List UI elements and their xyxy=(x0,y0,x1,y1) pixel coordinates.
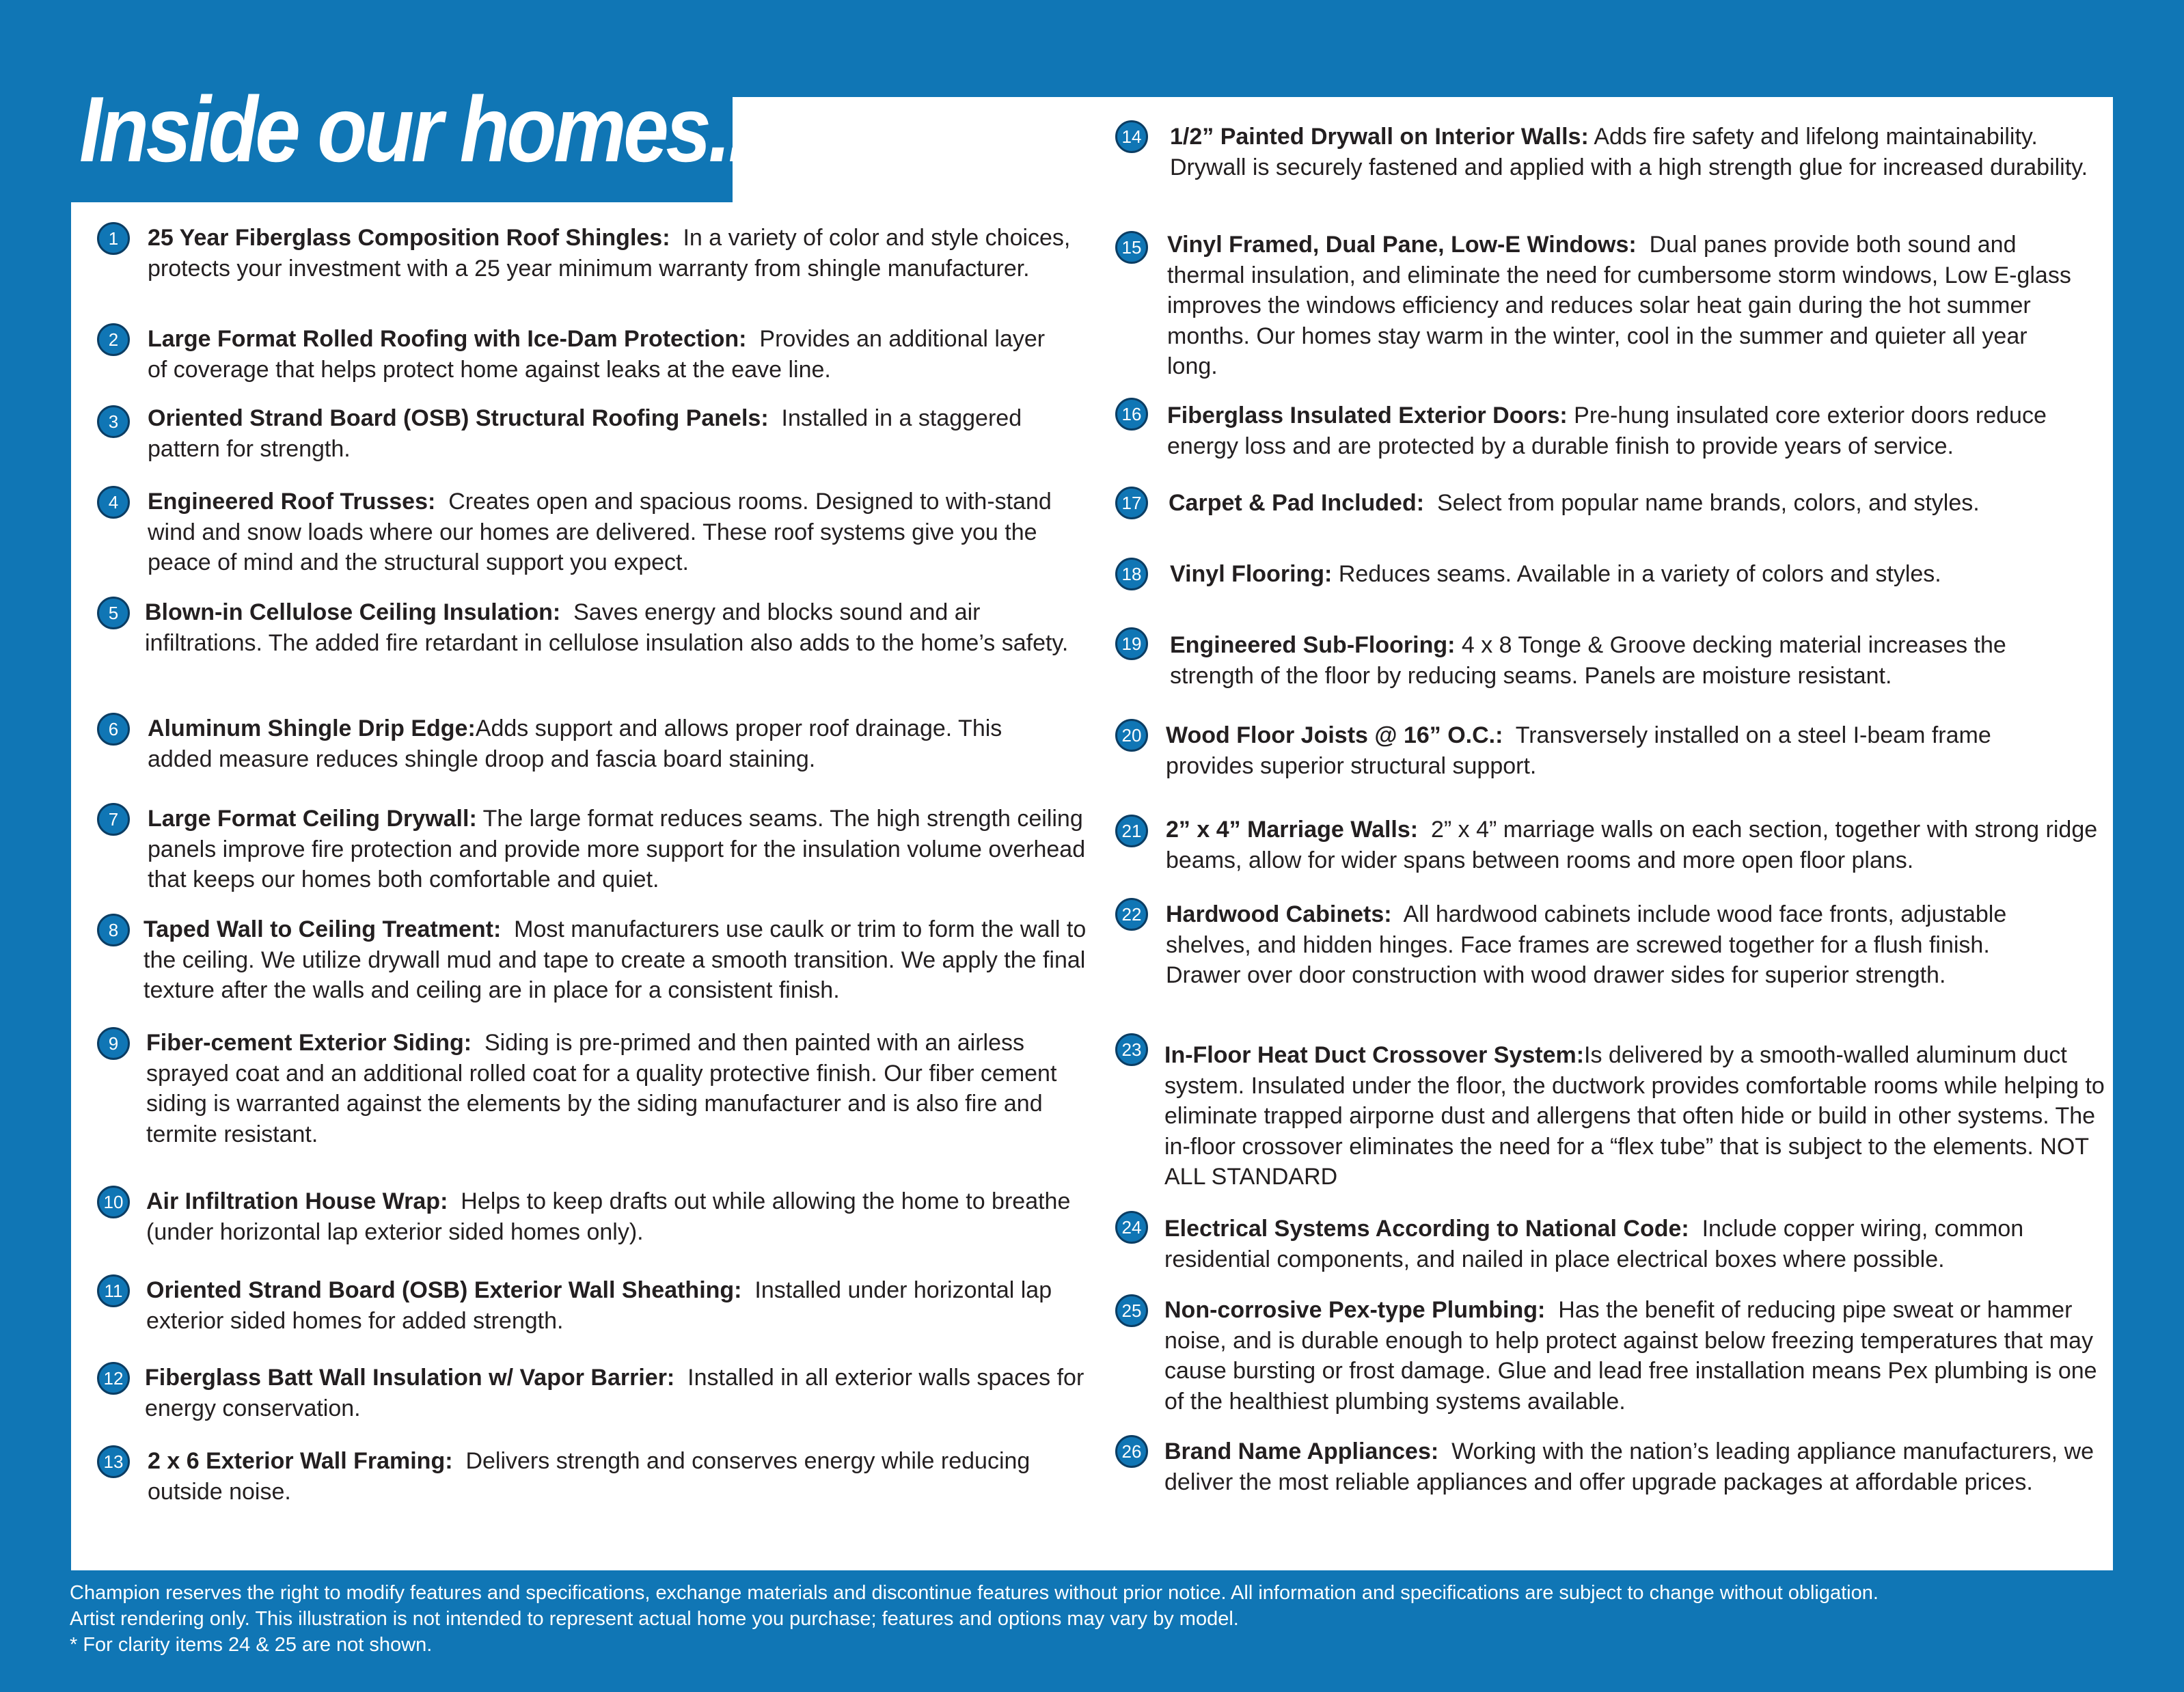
feature-desc: All hardwood cabinets include wood face fronts, adjustable shelves, and hidden hinges. Face frames are screwed together for a flush finish. Drawer over door construction with wood drawer sides for superior strength. xyxy=(1166,901,2013,989)
feature-item xyxy=(1170,630,2024,691)
feature-label: 2 x 6 Exterior Wall Framing: xyxy=(148,1448,453,1474)
item-number-badge: 22 xyxy=(1115,898,1148,931)
feature-label: Blown-in Cellulose Ceiling Insulation: xyxy=(145,599,561,625)
feature-item xyxy=(146,1275,1089,1336)
feature-item xyxy=(1164,1295,2111,1417)
feature-label: Vinyl Framed, Dual Pane, Low-E Windows: xyxy=(1167,232,1637,258)
feature-desc: Has the benefit of reducing pipe sweat or hammer noise, and is durable enough to help protect against below freezing temperatures that may cause bursting or frost damage. Glue and lead free installation means Pex plumbing is one of the healthiest plumbing systems available. xyxy=(1164,1297,2104,1415)
item-number-badge: 25 xyxy=(1115,1294,1148,1327)
item-number-badge: 20 xyxy=(1115,719,1148,752)
item-number-badge: 26 xyxy=(1115,1435,1148,1468)
feature-desc: Helps to keep drafts out while allowing the home to breathe (under horizontal lap exterior sided homes only). xyxy=(146,1188,1077,1245)
disclaimer-line: Artist rendering only. This illustration is not intended to represent actual home you purchase; features and options may vary by model. xyxy=(70,1608,1239,1630)
feature-label: Engineered Sub-Flooring: xyxy=(1170,632,1456,658)
disclaimer-line: Champion reserves the right to modify features and specifications, exchange materials and discontinue features without prior notice. All information and specifications are subject to change without obligation. xyxy=(70,1582,1879,1604)
feature-label: In-Floor Heat Duct Crossover System: xyxy=(1164,1042,1585,1068)
feature-desc: Include copper wiring, common residential components, and nailed in place electrical boxes where possible. xyxy=(1164,1216,2030,1272)
feature-label: Electrical Systems According to National Code: xyxy=(1164,1216,1689,1242)
feature-item xyxy=(148,713,1036,774)
feature-item xyxy=(1170,559,2113,590)
item-number-badge: 18 xyxy=(1115,558,1148,590)
feature-label: Carpet & Pad Included: xyxy=(1169,490,1425,516)
feature-item xyxy=(145,597,1088,658)
feature-label: Taped Wall to Ceiling Treatment: xyxy=(144,916,502,942)
feature-item xyxy=(148,804,1091,895)
feature-desc: Dual panes provide both sound and thermal insulation, and eliminate the need for cumbersome storm windows, Low E-glass improves the windows efficiency and reduces solar heat gain during the hot summer months. Our homes stay warm in the winter, cool in the summer and quieter all year long. xyxy=(1167,232,2078,380)
feature-label: Fiberglass Insulated Exterior Doors: xyxy=(1167,402,1568,428)
feature-item xyxy=(145,1363,1091,1423)
feature-desc: Siding is pre-primed and then painted with an airless sprayed coat and an additional rolled coat for a quality protective finish. Our fiber cement siding is warranted against the elements by the siding manufacturer and is also fire and termite resistant. xyxy=(146,1030,1063,1147)
item-number-badge: 24 xyxy=(1115,1211,1148,1244)
feature-item xyxy=(1166,720,2081,781)
item-number-badge: 12 xyxy=(97,1362,130,1395)
feature-item xyxy=(1164,1214,2107,1274)
feature-label: Oriented Strand Board (OSB) Structural Roofing Panels: xyxy=(148,405,769,431)
feature-desc: Select from popular name brands, colors, and styles. xyxy=(1424,490,1980,516)
feature-item xyxy=(148,403,1091,464)
item-number-badge: 15 xyxy=(1115,231,1148,264)
feature-label: 25 Year Fiberglass Composition Roof Shingles: xyxy=(148,225,670,251)
feature-item xyxy=(148,1446,1056,1507)
feature-item xyxy=(1164,1436,2107,1497)
feature-item xyxy=(148,324,1063,385)
feature-item xyxy=(1166,899,2040,991)
feature-label: Aluminum Shingle Drip Edge: xyxy=(148,715,476,741)
feature-label: Large Format Ceiling Drywall: xyxy=(148,806,477,832)
item-number-badge: 6 xyxy=(97,713,130,746)
item-number-badge: 23 xyxy=(1115,1033,1148,1066)
feature-desc: Pre-hung insulated core exterior doors reduce energy loss and are protected by a durable finish to provide years of service. xyxy=(1167,402,2053,459)
feature-desc: Reduces seams. Available in a variety of colors and styles. xyxy=(1332,561,1941,587)
feature-item xyxy=(148,223,1091,284)
item-number-badge: 14 xyxy=(1115,120,1148,153)
feature-desc: Delivers strength and conserves energy while reducing outside noise. xyxy=(148,1448,1037,1505)
footer-disclaimer xyxy=(70,1580,2147,1658)
feature-label: 1/2” Painted Drywall on Interior Walls: xyxy=(1170,124,1589,150)
item-number-badge: 13 xyxy=(97,1445,130,1478)
feature-desc: Provides an additional layer of coverage that helps protect home against leaks at the eave line. xyxy=(148,326,1052,383)
feature-label: Oriented Strand Board (OSB) Exterior Wall Sheathing: xyxy=(146,1277,742,1303)
feature-desc: The large format reduces seams. The high strength ceiling panels improve fire protection and provide more support for the insulation volume overhead that keeps our homes both comfortable and quiet. xyxy=(148,806,1092,893)
feature-desc: 2” x 4” marriage walls on each section, together with strong ridge beams, allow for wider spans between rooms and more open floor plans. xyxy=(1166,817,2104,873)
feature-item xyxy=(1170,122,2113,182)
feature-desc: Installed in a staggered pattern for strength. xyxy=(148,405,1028,462)
feature-desc: In a variety of color and style choices, protects your investment with a 25 year minimum warranty from shingle manufacturer. xyxy=(148,225,1077,282)
feature-label: Vinyl Flooring: xyxy=(1170,561,1333,587)
feature-desc: Installed under horizontal lap exterior sided homes for added strength. xyxy=(146,1277,1059,1334)
feature-item xyxy=(144,914,1093,1006)
item-number-badge: 8 xyxy=(97,914,130,946)
feature-label: Hardwood Cabinets: xyxy=(1166,901,1392,927)
feature-desc: Installed in all exterior walls spaces for energy conservation. xyxy=(145,1365,1091,1421)
item-number-badge: 11 xyxy=(97,1274,130,1307)
item-number-badge: 19 xyxy=(1115,627,1148,660)
feature-item xyxy=(1167,400,2097,461)
feature-desc: Creates open and spacious rooms. Designed to with-stand wind and snow loads where our homes are delivered. These roof systems give you the peace of mind and the structural support you expect. xyxy=(148,489,1059,576)
feature-item xyxy=(1166,815,2109,875)
disclaimer-line: * For clarity items 24 & 25 are not shown. xyxy=(70,1634,433,1656)
feature-desc: Saves energy and blocks sound and air infiltrations. The added fire retardant in cellulose insulation also adds to the home’s safety. xyxy=(145,599,1069,656)
item-number-badge: 7 xyxy=(97,803,130,836)
feature-item xyxy=(1164,1040,2112,1192)
feature-label: Engineered Roof Trusses: xyxy=(148,489,436,515)
feature-label: Large Format Rolled Roofing with Ice-Dam Protection: xyxy=(148,326,747,352)
item-number-badge: 17 xyxy=(1115,487,1148,519)
feature-desc: Is delivered by a smooth-walled aluminum duct system. Insulated under the floor, the ductwork provides comfortable rooms while helping to eliminate trapped airporne dust and allergens that often hide or build in other systems. The in-floor crossover eliminates the need for a “flex tube” that is subject to the elements. NOT ALL STANDARD xyxy=(1164,1042,2112,1190)
item-number-badge: 5 xyxy=(97,597,130,629)
feature-item xyxy=(146,1186,1076,1247)
item-number-badge: 16 xyxy=(1115,398,1148,431)
item-number-badge: 21 xyxy=(1115,815,1148,847)
feature-label: 2” x 4” Marriage Walls: xyxy=(1166,817,1419,843)
feature-item xyxy=(146,1028,1089,1149)
feature-desc: Working with the nation’s leading appliance manufacturers, we deliver the most reliable appliances and offer upgrade packages at affordable prices. xyxy=(1164,1438,2101,1495)
feature-item xyxy=(1169,488,2112,519)
feature-label: Non-corrosive Pex-type Plumbing: xyxy=(1164,1297,1546,1323)
item-number-badge: 1 xyxy=(97,222,130,255)
feature-item xyxy=(1167,230,2076,382)
feature-label: Fiber-cement Exterior Siding: xyxy=(146,1030,472,1056)
feature-desc: Transversely installed on a steel I-beam frame provides superior structural support. xyxy=(1166,722,1998,779)
feature-desc: Most manufacturers use caulk or trim to form the wall to the ceiling. We utilize drywall mud and tape to create a smooth transition. We apply the final texture after the walls and ceiling are in place for a consistent finish. xyxy=(144,916,1093,1004)
feature-item xyxy=(148,487,1077,578)
feature-label: Fiberglass Batt Wall Insulation w/ Vapor Barrier: xyxy=(145,1365,675,1391)
item-number-badge: 4 xyxy=(97,486,130,519)
item-number-badge: 10 xyxy=(97,1186,130,1218)
feature-label: Air Infiltration House Wrap: xyxy=(146,1188,448,1214)
feature-desc: 4 x 8 Tonge & Groove decking material increases the strength of the floor by reducing seams. Panels are moisture resistant. xyxy=(1170,632,2013,689)
page-title: Inside our homes... xyxy=(79,77,768,181)
item-number-badge: 9 xyxy=(97,1027,130,1060)
feature-desc: Adds support and allows proper roof drainage. This added measure reduces shingle droop and fascia board staining. xyxy=(148,715,1009,772)
item-number-badge: 2 xyxy=(97,323,130,356)
feature-label: Brand Name Appliances: xyxy=(1164,1438,1439,1464)
item-number-badge: 3 xyxy=(97,405,130,438)
feature-desc: Adds fire safety and lifelong maintainability. Drywall is securely fastened and applied with a high strength glue for increased durability. xyxy=(1170,124,2088,180)
feature-label: Wood Floor Joists @ 16” O.C.: xyxy=(1166,722,1503,748)
